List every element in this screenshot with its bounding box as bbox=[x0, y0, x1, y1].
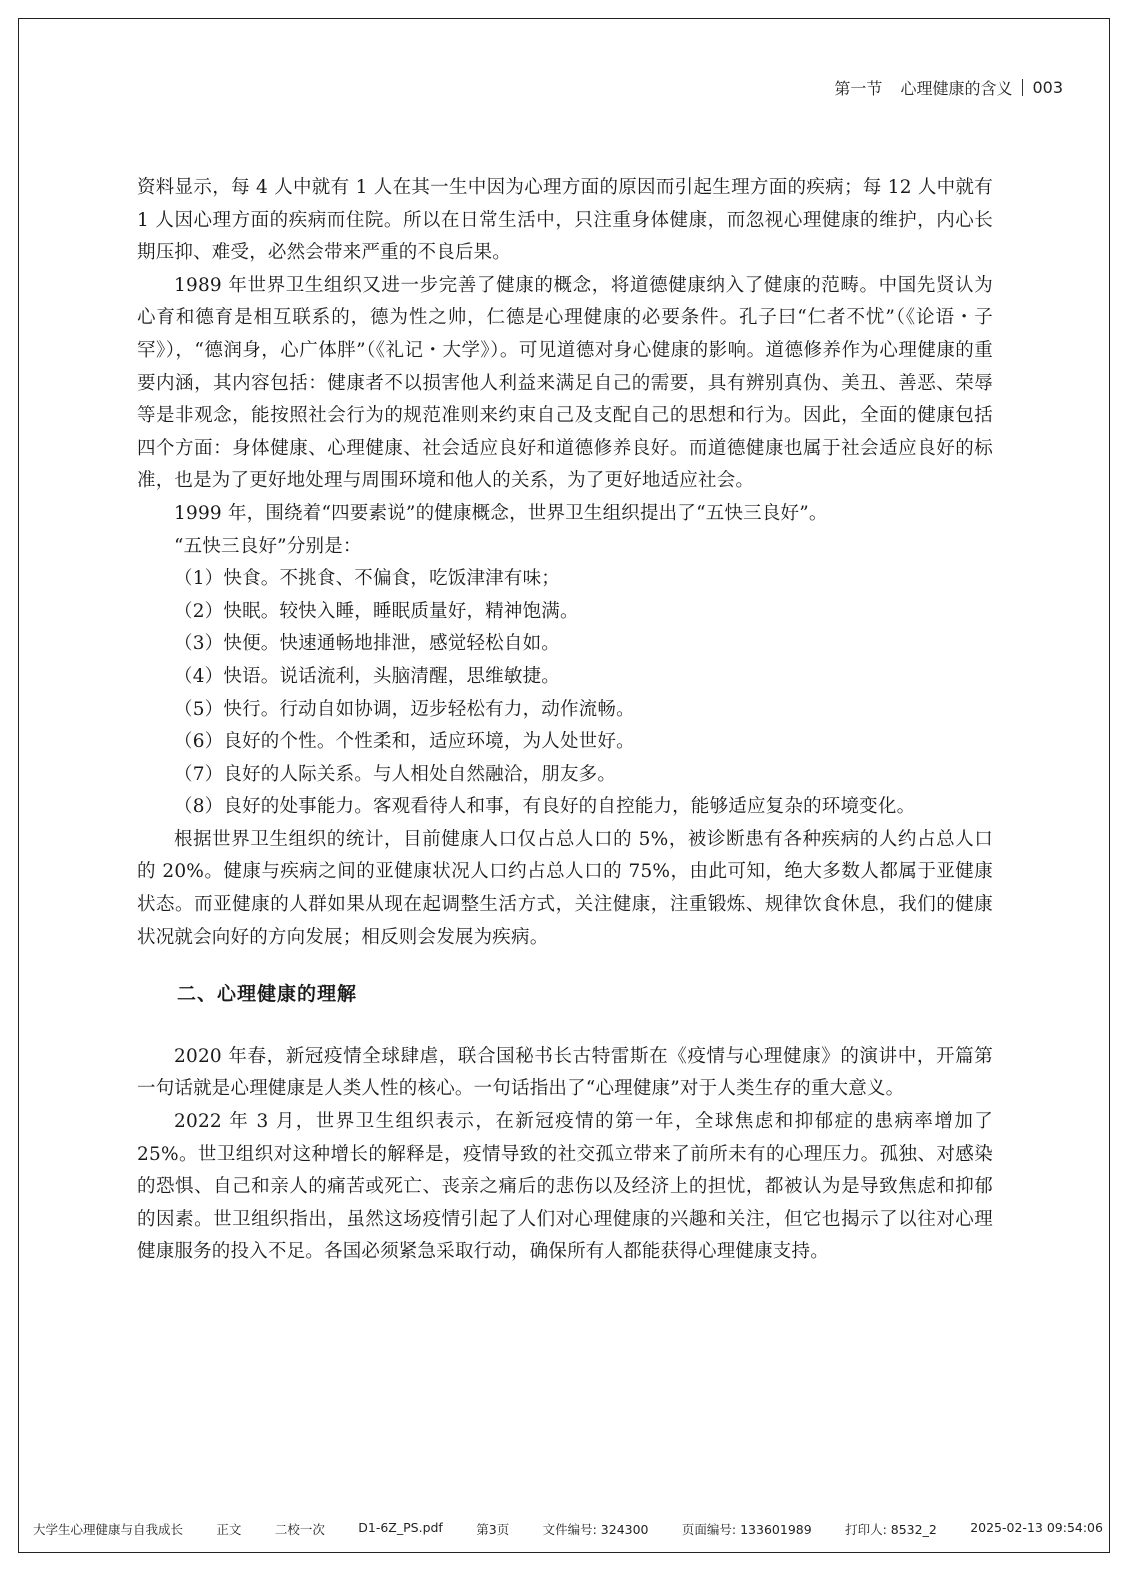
running-head bbox=[834, 76, 1063, 99]
list-item: （3）快便。快速通畅地排泄，感觉轻松自如。 bbox=[174, 633, 560, 655]
paragraph: 资料显示，每 4 人中就有 1 人在其一生中因为心理方面的原因而引起生理方面的疾病；每 12 人中就有 1 人因心理方面的疾病而住院。所以在日常生活中，只注重身体健康，而忽视心理健康的维护，内心长期压抑、难受，必然会带来严重的不良后果。 bbox=[137, 177, 993, 264]
paragraph: 根据世界卫生组织的统计，目前健康人口仅占总人口的 5%，被诊断患有各种疾病的人约占总人口的 20%。健康与疾病之间的亚健康状况人口约占总人口的 75%，由此可知，绝大多数人都属于亚健康状态。而亚健康的人群如果从现在起调整生活方式，关注健康，注重锻炼、规律饮食休息，我们的健康状况就会向好的方向发展；相反则会发展为疾病。 bbox=[137, 828, 993, 948]
list-item: （8）良好的处事能力。客观看待人和事，有良好的自控能力，能够适应复杂的环境变化。 bbox=[174, 796, 916, 818]
paragraph: 1999 年，围绕着“四要素说”的健康概念，世界卫生组织提出了“五快三良好”。 bbox=[174, 502, 828, 524]
footer-timestamp: 2025-02-13 09:54:06 bbox=[970, 1520, 1103, 1535]
footer-page-no: 页面编号: 133601989 bbox=[681, 1522, 812, 1537]
header-title: 心理健康的含义 bbox=[900, 79, 1013, 98]
footer-proof: 二校一次 bbox=[274, 1522, 325, 1537]
header-section: 第一节 bbox=[834, 79, 883, 98]
list-item: （4）快语。说话流利，头脑清醒，思维敏捷。 bbox=[174, 665, 560, 687]
page-number: 003 bbox=[1032, 78, 1063, 97]
footer-file: D1-6Z_PS.pdf bbox=[358, 1520, 443, 1535]
paragraph: 2022 年 3 月，世界卫生组织表示，在新冠疫情的第一年，全球焦虑和抑郁症的患病率增加了 25%。世卫组织对这种增长的解释是，疫情导致的社交孤立带来了前所未有的心理压力。孤独、对感染的恐惧、自己和亲人的痛苦或死亡、丧亲之痛后的悲伤以及经济上的担忧，都被认为是导致焦虑和抑郁的因素。世卫组织指出，虽然这场疫情引起了人们对心理健康的兴趣和关注，但它也揭示了以往对心理健康服务的投入不足。各国必须紧急采取行动，确保所有人都能获得心理健康支持。 bbox=[137, 1111, 993, 1263]
list-item: （1）快食。不挑食、不偏食，吃饭津津有味； bbox=[174, 568, 560, 590]
header-separator bbox=[1022, 79, 1023, 96]
print-footer bbox=[33, 1520, 1103, 1538]
footer-printer: 打印人: 8532_2 bbox=[845, 1522, 937, 1537]
list-item: （2）快眠。较快入睡，睡眠质量好，精神饱满。 bbox=[174, 600, 579, 622]
footer-file-no: 文件编号: 324300 bbox=[542, 1522, 649, 1537]
footer-book-title: 大学生心理健康与自我成长 bbox=[33, 1522, 184, 1537]
paragraph: 1989 年世界卫生组织又进一步完善了健康的概念，将道德健康纳入了健康的范畴。中国先贤认为心育和德育是相互联系的，德为性之帅，仁德是心理健康的必要条件。孔子曰“仁者不忧”（《论语・子罕》），“德润身，心广体胖”（《礼记・大学》）。可见道德对身心健康的影响。道德修养作为心理健康的重要内涵，其内容包括：健康者不以损害他人利益来满足自己的需要，具有辨别真伪、美丑、善恶、荣辱等是非观念，能按照社会行为的规范准则来约束自己及支配自己的思想和行为。因此，全面的健康包括四个方面：身体健康、心理健康、社会适应良好和道德修养良好。而道德健康也属于社会适应良好的标准，也是为了更好地处理与周围环境和他人的关系，为了更好地适应社会。 bbox=[137, 274, 993, 492]
paragraph: “五快三良好”分别是： bbox=[174, 535, 362, 557]
list-item: （6）良好的个性。个性柔和，适应环境，为人处世好。 bbox=[174, 731, 635, 753]
footer-section: 正文 bbox=[216, 1522, 242, 1537]
section-heading: 二、心理健康的理解 bbox=[177, 983, 358, 1006]
list-item: （5）快行。行动自如协调，迈步轻松有力，动作流畅。 bbox=[174, 698, 635, 720]
body-text bbox=[137, 172, 993, 1269]
footer-page: 第3页 bbox=[476, 1522, 510, 1537]
paragraph: 2020 年春，新冠疫情全球肆虐，联合国秘书长古特雷斯在《疫情与心理健康》的演讲中，开篇第一句话就是心理健康是人类人性的核心。一句话指出了“心理健康”对于人类生存的重大意义。 bbox=[137, 1045, 993, 1100]
list-item: （7）良好的人际关系。与人相处自然融洽，朋友多。 bbox=[174, 763, 617, 785]
